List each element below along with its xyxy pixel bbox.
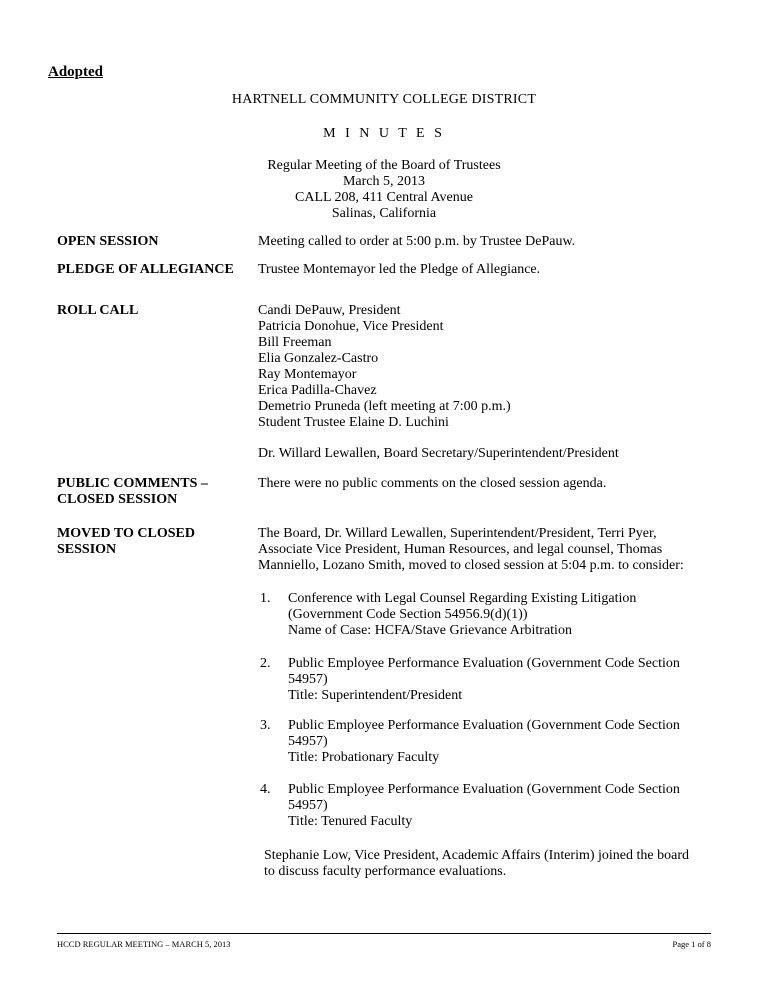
closed-session-item bbox=[288, 782, 708, 830]
item-line: Public Employee Performance Evaluation (Government Code Section bbox=[288, 656, 680, 671]
public-comments-label bbox=[57, 476, 208, 508]
roll-call-member: Student Trustee Elaine D. Luchini bbox=[258, 415, 449, 430]
pledge-label: PLEDGE OF ALLEGIANCE bbox=[57, 262, 234, 277]
item-line: Conference with Legal Counsel Regarding Existing Litigation bbox=[288, 591, 637, 606]
closed-session-item bbox=[288, 591, 708, 639]
board-secretary: Dr. Willard Lewallen, Board Secretary/Superintendent/President bbox=[258, 446, 619, 461]
closing-paragraph bbox=[264, 848, 724, 880]
status-label: Adopted bbox=[48, 64, 104, 80]
item-line: Name of Case: HCFA/Stave Grievance Arbitration bbox=[288, 623, 572, 638]
open-session-text: Meeting called to order at 5:00 p.m. by Trustee DePauw. bbox=[258, 234, 576, 249]
closed-session-item bbox=[288, 718, 708, 766]
item-line: 54957) bbox=[288, 798, 328, 813]
roll-call-member: Patricia Donohue, Vice President bbox=[258, 319, 444, 334]
roll-call-member: Erica Padilla-Chavez bbox=[258, 383, 377, 398]
closing-line: to discuss faculty performance evaluations. bbox=[264, 864, 507, 879]
roll-call-member: Demetrio Pruneda (left meeting at 7:00 p.m.) bbox=[258, 399, 511, 414]
meeting-location: CALL 208, 411 Central Avenue bbox=[295, 190, 473, 205]
roll-call-member: Candi DePauw, President bbox=[258, 303, 401, 318]
public-comments-label-line: CLOSED SESSION bbox=[57, 492, 178, 507]
item-line: Title: Superintendent/President bbox=[288, 688, 463, 703]
open-session-label: OPEN SESSION bbox=[57, 234, 159, 249]
meeting-type: Regular Meeting of the Board of Trustees bbox=[267, 158, 501, 173]
roll-call-list bbox=[258, 303, 718, 431]
item-number: 3. bbox=[260, 718, 271, 733]
item-line: 54957) bbox=[288, 734, 328, 749]
item-line: 54957) bbox=[288, 672, 328, 687]
meeting-info bbox=[0, 158, 768, 222]
roll-call-member: Bill Freeman bbox=[258, 335, 332, 350]
closed-session-label bbox=[57, 526, 195, 558]
closed-session-intro-line: The Board, Dr. Willard Lewallen, Superintendent/President, Terri Pyer, bbox=[258, 526, 657, 541]
district-name: HARTNELL COMMUNITY COLLEGE DISTRICT bbox=[231, 92, 537, 107]
item-line: Public Employee Performance Evaluation (Government Code Section bbox=[288, 782, 680, 797]
meeting-city: Salinas, California bbox=[331, 206, 437, 221]
item-number: 1. bbox=[260, 591, 271, 606]
closed-session-label-line: MOVED TO CLOSED bbox=[57, 526, 195, 541]
closed-session-label-line: SESSION bbox=[57, 542, 117, 557]
pledge-text: Trustee Montemayor led the Pledge of Allegiance. bbox=[258, 262, 541, 277]
meeting-date: March 5, 2013 bbox=[342, 174, 426, 189]
page-number: Page 1 of 8 bbox=[672, 939, 711, 949]
item-number: 4. bbox=[260, 782, 271, 797]
closed-session-item bbox=[288, 656, 708, 704]
item-line: Title: Probationary Faculty bbox=[288, 750, 440, 765]
roll-call-member: Ray Montemayor bbox=[258, 367, 357, 382]
roll-call-label: ROLL CALL bbox=[57, 303, 139, 318]
closing-line: Stephanie Low, Vice President, Academic Affairs (Interim) joined the board bbox=[264, 848, 689, 863]
item-number: 2. bbox=[260, 656, 271, 671]
public-comments-label-line: PUBLIC COMMENTS – bbox=[57, 476, 208, 491]
document-title: M I N U T E S bbox=[323, 126, 445, 141]
closed-session-intro bbox=[258, 526, 718, 574]
footer-title: HCCD REGULAR MEETING – MARCH 5, 2013 bbox=[57, 939, 231, 949]
roll-call-member: Elia Gonzalez-Castro bbox=[258, 351, 379, 366]
closed-session-intro-line: Manniello, Lozano Smith, moved to closed session at 5:04 p.m. to consider: bbox=[258, 558, 684, 573]
public-comments-text: There were no public comments on the closed session agenda. bbox=[258, 476, 607, 491]
item-line: (Government Code Section 54956.9(d)(1)) bbox=[288, 607, 528, 622]
footer-divider bbox=[57, 933, 711, 934]
item-line: Title: Tenured Faculty bbox=[288, 814, 413, 829]
closed-session-intro-line: Associate Vice President, Human Resources, and legal counsel, Thomas bbox=[258, 542, 663, 557]
item-line: Public Employee Performance Evaluation (Government Code Section bbox=[288, 718, 680, 733]
